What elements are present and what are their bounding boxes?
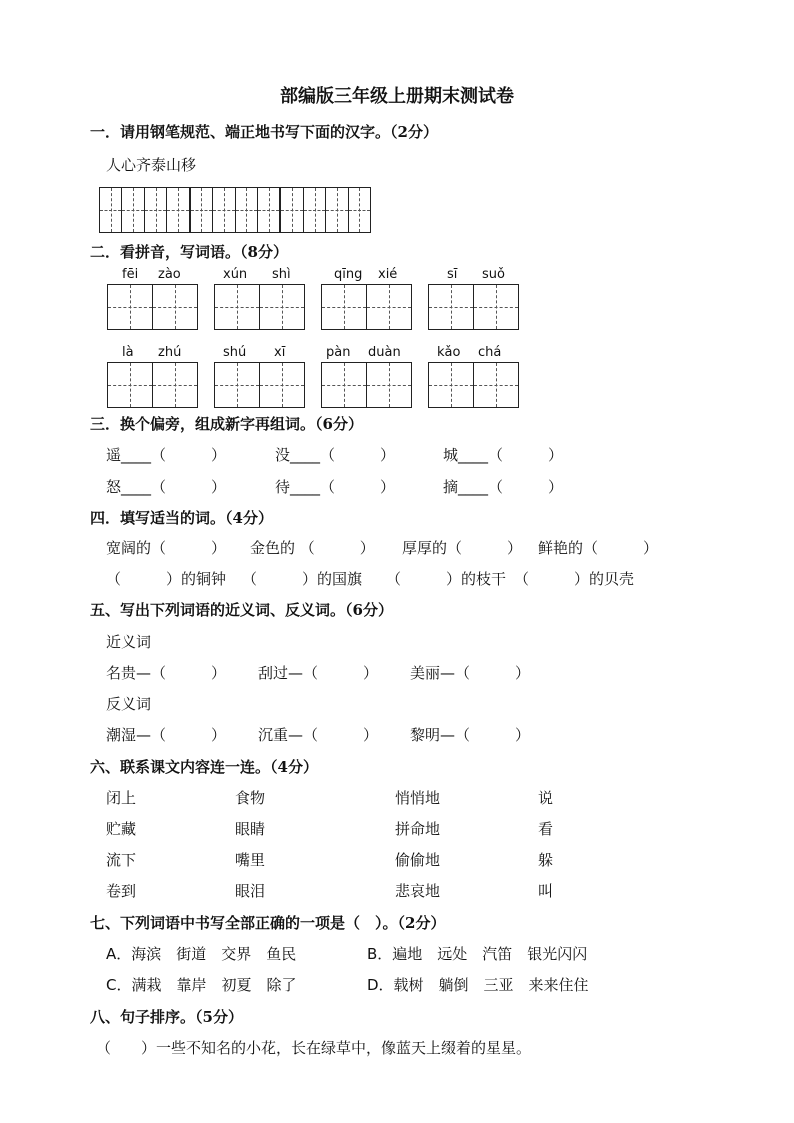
match-item[interactable]: 闭上	[106, 789, 137, 807]
page-title: 部编版三年级上册期末测试卷	[280, 86, 514, 107]
answer-item[interactable]: 刮过—（ ）	[258, 664, 379, 682]
writing-grid[interactable]	[107, 362, 198, 408]
answer-item[interactable]: （ ）的贝壳	[514, 570, 635, 588]
writing-grid[interactable]	[428, 362, 519, 408]
section-5-heading: 五、写出下列词语的近义词、反义词。（6分）	[90, 601, 393, 619]
match-item[interactable]: 食物	[235, 789, 266, 807]
answer-item[interactable]: 鲜艳的（ ）	[538, 539, 659, 557]
writing-grid[interactable]	[321, 362, 412, 408]
match-item[interactable]: 偷偷地	[395, 851, 441, 869]
answer-item[interactable]: 怒____（ ）	[106, 478, 227, 496]
pinyin: là	[122, 345, 134, 360]
match-item[interactable]: 躲	[538, 851, 554, 869]
pinyin: duàn	[368, 345, 401, 360]
section-4-heading: 四．填写适当的词。（4分）	[90, 509, 273, 527]
answer-item[interactable]: （ ）的枝干	[386, 570, 507, 588]
match-item[interactable]: 叫	[538, 882, 554, 900]
match-item[interactable]: 悄悄地	[395, 789, 441, 807]
antonym-label: 反义词	[106, 695, 152, 713]
answer-item[interactable]: 沉重—（ ）	[258, 726, 379, 744]
pinyin: kǎo	[437, 345, 461, 360]
writing-grid[interactable]	[214, 284, 305, 330]
match-item[interactable]: 说	[538, 789, 554, 807]
pinyin: shú	[223, 345, 247, 360]
match-item[interactable]: 拼命地	[395, 820, 441, 838]
pinyin: fēi	[122, 267, 139, 282]
section-8-heading: 八、句子排序。（5分）	[90, 1008, 243, 1026]
answer-item[interactable]: 名贵—（ ）	[106, 664, 227, 682]
answer-item[interactable]: 城____（ ）	[443, 446, 564, 464]
section-7-heading: 七、下列词语中书写全部正确的一项是（ ）。（2分）	[90, 914, 446, 932]
answer-item[interactable]: 美丽—（ ）	[410, 664, 531, 682]
pinyin: zào	[158, 267, 181, 282]
pinyin: sī	[447, 267, 458, 282]
answer-item[interactable]: 摘____（ ）	[443, 478, 564, 496]
answer-item[interactable]: 厚厚的（ ）	[402, 539, 523, 557]
option-a[interactable]: A．海滨 街道 交界 鱼民	[106, 945, 297, 963]
writing-grid[interactable]	[428, 284, 519, 330]
answer-item[interactable]: （ ）的铜钟	[106, 570, 227, 588]
answer-item[interactable]: 遥____（ ）	[106, 446, 227, 464]
match-item[interactable]: 流下	[106, 851, 137, 869]
match-item[interactable]: 眼泪	[235, 882, 266, 900]
writing-grid[interactable]	[214, 362, 305, 408]
pinyin: chá	[478, 345, 502, 360]
section-2-heading: 二．看拼音，写词语。（8分）	[90, 243, 288, 261]
match-item[interactable]: 贮藏	[106, 820, 137, 838]
answer-item[interactable]: 潮湿—（ ）	[106, 726, 227, 744]
section-1-heading: 一．请用钢笔规范、端正地书写下面的汉字。（2分）	[90, 123, 438, 141]
match-item[interactable]: 悲哀地	[395, 882, 441, 900]
answer-item[interactable]: 没____（ ）	[275, 446, 396, 464]
match-item[interactable]: 嘴里	[235, 851, 266, 869]
option-b[interactable]: B．遍地 远处 汽笛 银光闪闪	[367, 945, 588, 963]
pinyin: xié	[378, 267, 398, 282]
pinyin: qīng	[334, 267, 363, 282]
answer-item[interactable]: 宽阔的（ ）	[106, 539, 227, 557]
pinyin: suǒ	[482, 267, 505, 282]
writing-grid[interactable]	[321, 284, 412, 330]
option-d[interactable]: D．载树 躺倒 三亚 来来住住	[367, 976, 589, 994]
match-item[interactable]: 眼睛	[235, 820, 266, 838]
pinyin: zhú	[158, 345, 182, 360]
answer-item[interactable]: （ ）的国旗	[242, 570, 363, 588]
answer-item[interactable]: 待____（ ）	[275, 478, 396, 496]
pinyin: xún	[223, 267, 248, 282]
answer-item[interactable]: 黎明—（ ）	[410, 726, 531, 744]
pinyin: shì	[272, 267, 291, 282]
section-1-chars: 人心齐泰山移	[106, 156, 197, 174]
answer-item[interactable]: 金色的 （ ）	[250, 539, 375, 557]
pinyin: xī	[274, 345, 286, 360]
section-3-heading: 三．换个偏旁，组成新字再组词。（6分）	[90, 415, 363, 433]
writing-grid[interactable]	[107, 284, 198, 330]
synonym-label: 近义词	[106, 633, 152, 651]
sentence-item[interactable]: （ ）一些不知名的小花，长在绿草中，像蓝天上缀着的星星。	[96, 1039, 532, 1057]
match-item[interactable]: 看	[538, 820, 554, 838]
pinyin: pàn	[326, 345, 351, 360]
option-c[interactable]: C．满栽 靠岸 初夏 除了	[106, 976, 297, 994]
section-6-heading: 六、联系课文内容连一连。（4分）	[90, 758, 318, 776]
match-item[interactable]: 卷到	[106, 882, 137, 900]
writing-grid-s1[interactable]	[99, 187, 371, 233]
